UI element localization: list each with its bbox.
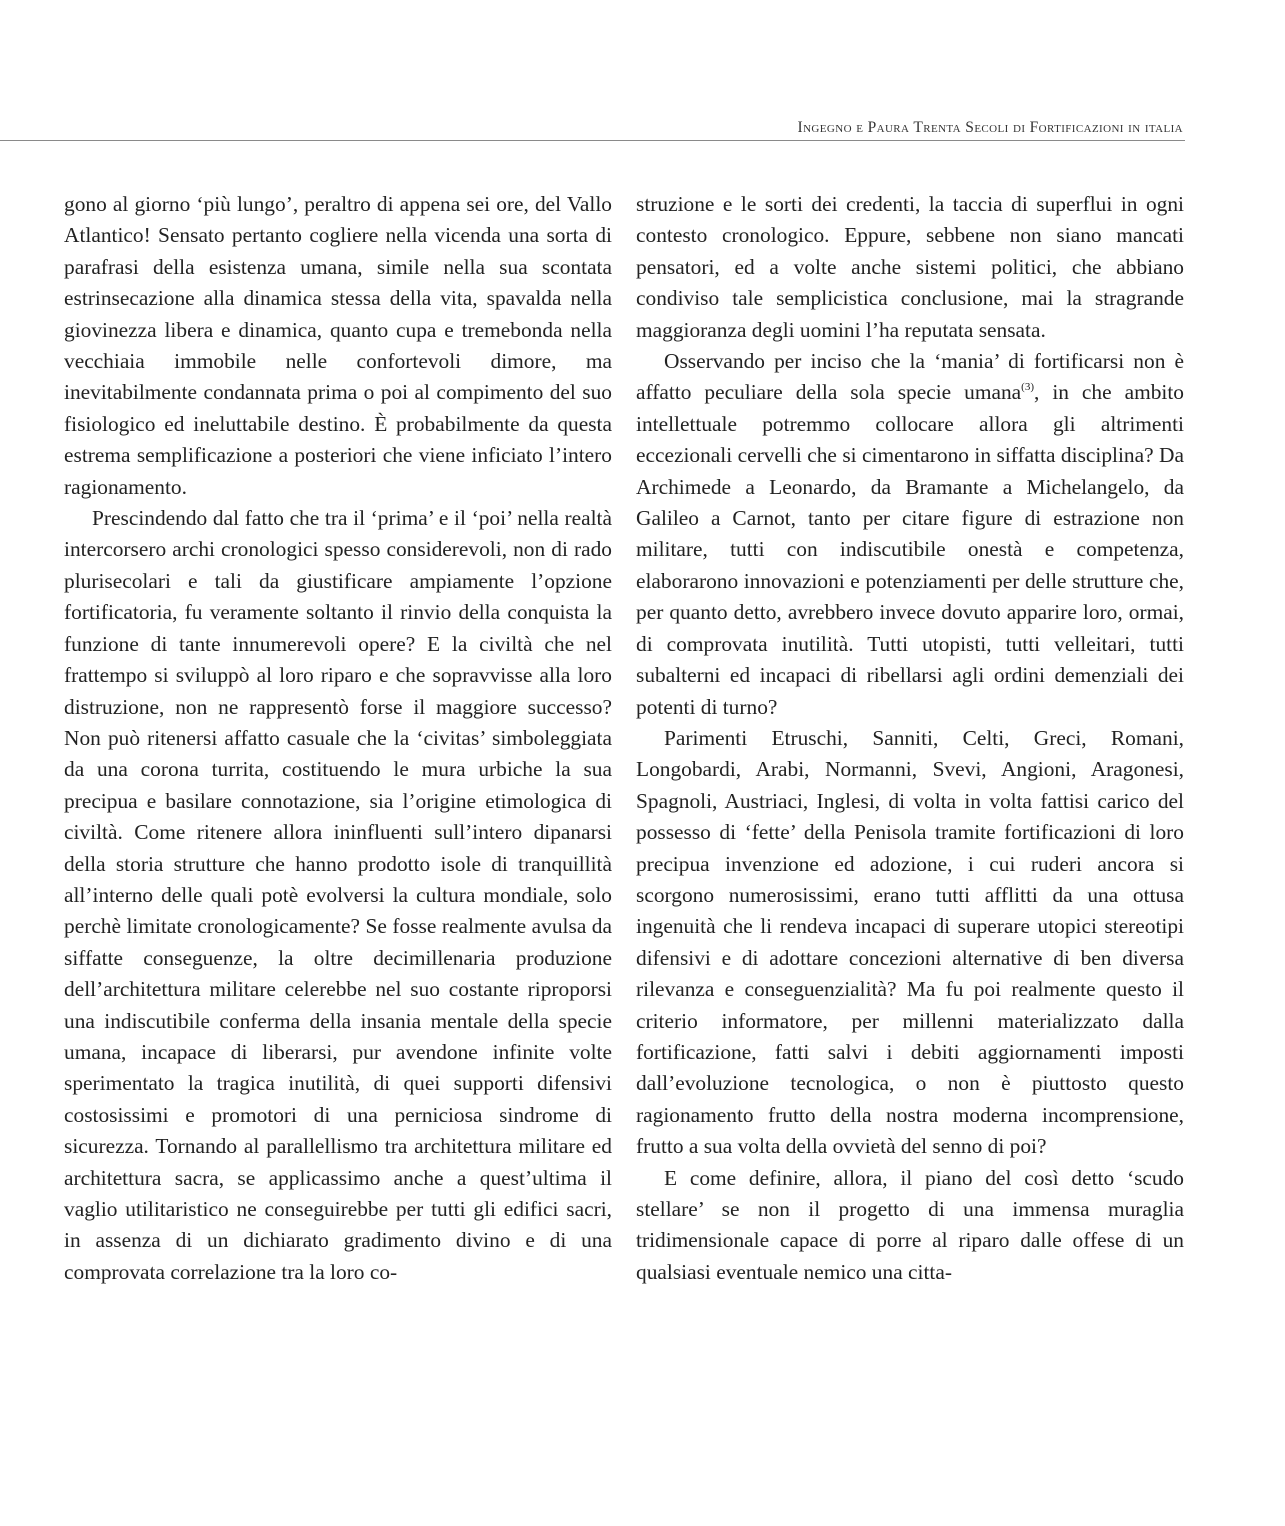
paragraph: gono al giorno ‘più lungo’, peraltro di appena sei ore, del Vallo Atlantico! Sensato pertanto cogliere nella vicenda una sorta di parafrasi della esistenza umana, simile nella sua scontata estrinsecazione alla dinamica stessa della vita, spavalda nella giovinezza libera e dinamica, quanto cupa e tremebonda nella vecchiaia immobile nelle confortevoli dimore, ma inevitabilmente condannata prima o poi al compimento del suo fisiologico ed ineluttabile destino. È probabilmente da questa estrema semplificazione a posteriori che viene inficiato l’intero ragionamento. — [64, 192, 612, 499]
running-head: Ingegno e Paura Trenta Secoli di Fortificazioni in italia — [797, 119, 1183, 136]
paragraph: struzione e le sorti dei credenti, la taccia di superflui in ogni contesto cronologico. Eppure, sebbene non siano mancati pensatori, ed a volte anche sistemi politici, che abbiano condiviso tale semplicistica conclusione, mai la stragrande maggioranza degli uomini l’ha reputata sensata. — [636, 192, 1184, 342]
paragraph-text: , in che ambito intellettuale potremmo collocare allora gli altrimenti eccezionali cervelli che si cimentarono in siffatta disciplina? Da Archimede a Leonardo, da Bramante a Michelangelo, da Galileo a Carnot, tanto per citare figure di estrazione non militare, tutti con indiscutibile onestà e competenza, elaborarono innovazioni e potenziamenti per delle strutture che, per quanto detto, avrebbero invece dovuto apparire loro, ormai, di comprovata inutilità. Tutti utopisti, tutti velleitari, tutti subalterni ed incapaci di ribellarsi agli ordini demenziali dei potenti di turno? — [636, 380, 1184, 719]
paragraph-with-footnote — [636, 346, 1184, 723]
left-column — [64, 189, 612, 1288]
header-rule — [0, 140, 1185, 141]
footnote-marker: (3) — [1021, 381, 1034, 394]
paragraph: E come definire, allora, il piano del così detto ‘scudo stellare’ se non il progetto di una immensa muraglia tridimensionale capace di porre al riparo dalle offese di un qualsiasi eventuale nemico una citta- — [636, 1165, 1184, 1284]
paragraph-text: Osservando per inciso che la ‘mania’ di fortificarsi non è affatto peculiare della sola specie umana — [636, 349, 1184, 405]
paragraph: Parimenti Etruschi, Sanniti, Celti, Greci, Romani, Longobardi, Arabi, Normanni, Svevi, Angioni, Aragonesi, Spagnoli, Austriaci, Inglesi, di volta in volta fattisi carico del possesso di ‘fette’ della Penisola tramite fortificazioni di loro precipua invenzione ed adozione, i cui ruderi ancora si scorgono numerosissimi, erano tutti afflitti da una ottusa ingenuità che li rendeva incapaci di superare utopici stereotipi difensivi e di adottare concezioni alternative di ben diversa rilevanza e conseguenzialità? Ma fu poi realmente questo il criterio informatore, per millenni materializzato dalla fortificazione, fatti salvi i debiti aggiornamenti imposti dall’evoluzione tecnologica, o non è piuttosto questo ragionamento frutto della nostra moderna incomprensione, frutto a sua volta della ovvietà del senno di poi? — [636, 725, 1184, 1159]
right-column — [636, 189, 1184, 1288]
paragraph: Prescindendo dal fatto che tra il ‘prima’ e il ‘poi’ nella realtà intercorsero archi cronologici spesso considerevoli, non di rado plurisecolari e tali da giustificare ampiamente l’opzione fortificatoria, fu veramente soltanto il rinvio della conquista la funzione di tante innumerevoli opere? E la civiltà che nel frattempo si sviluppò al loro riparo e che sopravvisse alla loro distruzione, non ne rappresentò forse il maggiore successo? Non può ritenersi affatto casuale che la ‘civitas’ simboleggiata da una corona turrita, costituendo le mura urbiche la sua precipua e basilare connotazione, sia l’origine etimologica di civiltà. Come ritenere allora ininfluenti sull’intero dipanarsi della storia strutture che hanno prodotto isole di tranquillità all’interno delle quali potè evolversi la cultura mondiale, solo perchè limitate cronologicamente? Se fosse realmente avulsa da siffatte conseguenze, la oltre decimillenaria produzione dell’architettura militare celerebbe nel suo costante riproporsi una indiscutibile conferma della insania mentale della specie umana, incapace di liberarsi, pur avendone infinite volte sperimentato la tragica inutilità, di quei supporti difensivi costosissimi e promotori di una perniciosa sindrome di sicurezza. Tornando al parallellismo tra architettura militare ed architettura sacra, se applicassimo anche a quest’ultima il vaglio utilitaristico ne conseguirebbe per tutti gli edifici sacri, in assenza di un dichiarato gradimento divino e di una comprovata correlazione tra la loro co- — [64, 506, 612, 1284]
